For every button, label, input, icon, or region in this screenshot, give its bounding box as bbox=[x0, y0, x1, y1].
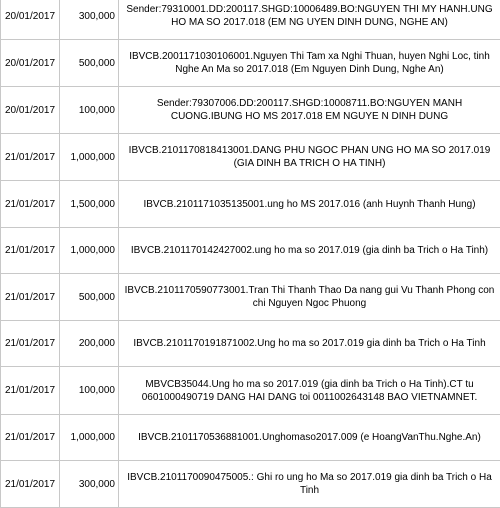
amount-cell: 1,500,000 bbox=[60, 181, 119, 228]
amount-cell: 1,000,000 bbox=[60, 415, 119, 461]
table-row bbox=[1, 367, 500, 415]
date-cell: 21/01/2017 bbox=[1, 461, 60, 508]
table-row bbox=[1, 0, 500, 40]
amount-cell: 1,000,000 bbox=[60, 134, 119, 181]
date-cell: 20/01/2017 bbox=[1, 0, 60, 40]
table-row bbox=[1, 321, 500, 367]
table-row bbox=[1, 181, 500, 228]
amount-cell: 1,000,000 bbox=[60, 228, 119, 274]
description-cell: IBVCB.2101170142427002.ung ho ma so 2017.019 (gia dinh ba Trich o Ha Tinh) bbox=[119, 228, 500, 274]
date-cell: 21/01/2017 bbox=[1, 274, 60, 321]
description-cell: IBVCB.2101171035135001.ung ho MS 2017.016 (anh Huynh Thanh Hung) bbox=[119, 181, 500, 228]
description-cell: MBVCB35044.Ung ho ma so 2017.019 (gia dinh ba Trich o Ha Tinh).CT tu 0601000490719 DANG HAI DANG toi 0011002643148 BAO VIETNAMNET. bbox=[119, 367, 500, 415]
date-cell: 20/01/2017 bbox=[1, 87, 60, 134]
amount-cell: 300,000 bbox=[60, 0, 119, 40]
description-cell: Sender:79310001.DD:200117.SHGD:10006489.BO:NGUYEN THI MY HANH.UNG HO MA SO 2017.018 (EM NG UYEN DINH DUNG, NGHE AN) bbox=[119, 0, 500, 40]
table-row bbox=[1, 228, 500, 274]
description-cell: IBVCB.2101170090475005.: Ghi ro ung ho Ma so 2017.019 gia dinh ba Trich o Ha Tinh bbox=[119, 461, 500, 508]
amount-cell: 200,000 bbox=[60, 321, 119, 367]
amount-cell: 500,000 bbox=[60, 274, 119, 321]
table-row bbox=[1, 87, 500, 134]
description-cell: IBVCB.2101170536881001.Unghomaso2017.009 (e HoangVanThu.Nghe.An) bbox=[119, 415, 500, 461]
table-row bbox=[1, 461, 500, 508]
description-cell: Sender:79307006.DD:200117.SHGD:10008711.BO:NGUYEN MANH CUONG.IBUNG HO MS 2017.018 EM NGUYE N DINH DUNG bbox=[119, 87, 500, 134]
amount-cell: 300,000 bbox=[60, 461, 119, 508]
amount-cell: 100,000 bbox=[60, 87, 119, 134]
date-cell: 21/01/2017 bbox=[1, 415, 60, 461]
description-cell: IBVCB.2101170818413001.DANG PHU NGOC PHAN UNG HO MA SO 2017.019 (GIA DINH BA TRICH O HA TINH) bbox=[119, 134, 500, 181]
amount-cell: 500,000 bbox=[60, 40, 119, 87]
description-cell: IBVCB.2101170590773001.Tran Thi Thanh Thao Da nang gui Vu Thanh Phong con chi Nguyen Ngoc Phuong bbox=[119, 274, 500, 321]
date-cell: 21/01/2017 bbox=[1, 367, 60, 415]
table-row bbox=[1, 134, 500, 181]
date-cell: 21/01/2017 bbox=[1, 321, 60, 367]
table-row bbox=[1, 274, 500, 321]
date-cell: 21/01/2017 bbox=[1, 181, 60, 228]
table-row bbox=[1, 415, 500, 461]
table-row bbox=[1, 40, 500, 87]
date-cell: 21/01/2017 bbox=[1, 134, 60, 181]
description-cell: IBVCB.2101170191871002.Ung ho ma so 2017.019 gia dinh ba Trich o Ha Tinh bbox=[119, 321, 500, 367]
amount-cell: 100,000 bbox=[60, 367, 119, 415]
description-cell: IBVCB.2001171030106001.Nguyen Thi Tam xa Nghi Thuan, huyen Nghi Loc, tinh Nghe An Ma so 2017.018 (Em Nguyen Dinh Dung, Nghe An) bbox=[119, 40, 500, 87]
date-cell: 21/01/2017 bbox=[1, 228, 60, 274]
date-cell: 20/01/2017 bbox=[1, 40, 60, 87]
